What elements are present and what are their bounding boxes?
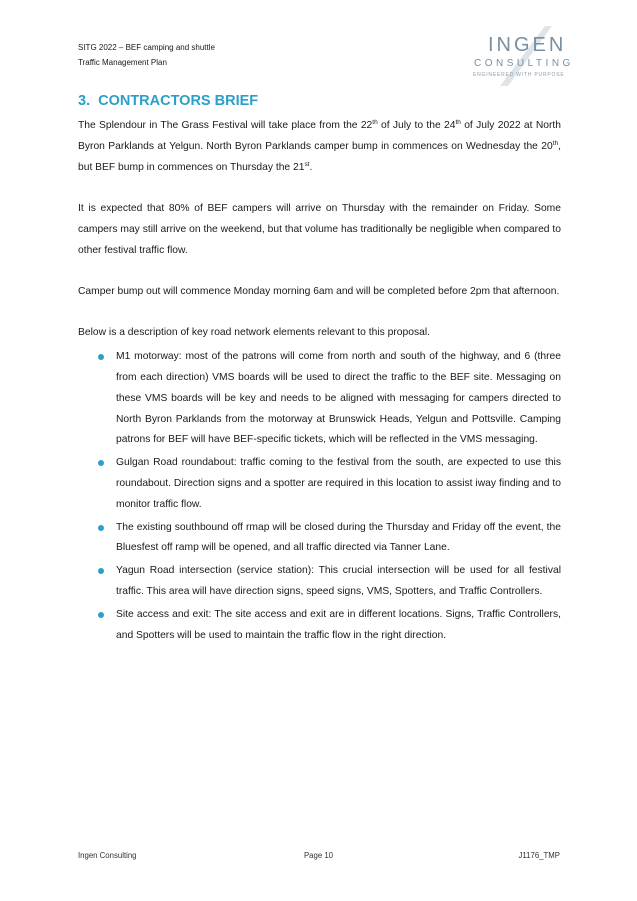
list-item-text: Yagun Road intersection (service station): This crucial intersection will be used for all festival traffic. This area will have direction signs, speed signs, VMS, Spotters, and Traffic Controllers. <box>116 565 561 597</box>
p1-sup-a: th <box>372 119 378 126</box>
section-title: CONTRACTORS BRIEF <box>98 93 259 109</box>
p1-text-d: , but BEF bump in commences on Thursday the 21 <box>78 140 561 173</box>
list-item <box>78 605 561 647</box>
bullet-dot-icon <box>98 354 104 360</box>
p1-sup-d: st <box>304 160 310 168</box>
header-document-title: SITG 2022 – BEF camping and shuttle <box>78 43 215 52</box>
section-heading <box>78 93 258 109</box>
bullet-dot-icon <box>98 460 104 466</box>
list-item <box>78 453 561 515</box>
p1-text-b: of July to the 24 <box>377 120 456 131</box>
footer-company: Ingen Consulting <box>78 851 137 860</box>
logo-tagline: ENGINEERED WITH PURPOSE <box>473 72 565 78</box>
ingen-consulting-logo <box>470 24 574 88</box>
road-network-list <box>78 347 561 646</box>
paragraph-festival-dates <box>78 116 561 178</box>
header-document-subtitle: Traffic Management Plan <box>78 58 167 67</box>
list-item-text: Gulgan Road roundabout: traffic coming to the festival from the south, are expected to use this roundabout. Direction signs and a spotter are required in this location to assist iway finding and to monitor traffic flow. <box>116 457 561 510</box>
list-item <box>78 347 561 451</box>
bullet-dot-icon <box>98 568 104 574</box>
list-item-text: M1 motorway: most of the patrons will come from north and south of the highway, and 6 (three from each direction) VMS boards will be used to direct the traffic to the BEF site. Messaging on these VMS boards will be key and needs to be aligned with messaging for campers directed to North Byron Parklands from the motorway at Brunswick Heads, Yelgun and Pottsville. Camping patrons for BEF will have BEF-specific tickets, which will be reflected in the VMS messaging. <box>116 351 561 446</box>
logo-word-ingen: INGEN <box>488 34 567 56</box>
p1-text-e: . <box>309 161 313 173</box>
list-item-text: The existing southbound off rmap will be closed during the Thursday and Friday off the event, the Bluesfest off ramp will be opened, and all traffic directed via Tanner Lane. <box>116 521 561 554</box>
p1-text-c: of July 2022 at North Byron Parklands at Yelgun. North Byron Parklands camper bump in commences on Wednesday the 20 <box>78 120 561 152</box>
bullet-dot-icon <box>98 612 104 618</box>
list-item <box>78 561 561 603</box>
section-number: 3. <box>78 93 91 109</box>
paragraph-camper-arrival: It is expected that 80% of BEF campers will arrive on Thursday with the remainder on Friday. Some campers may still arrive on the weekend, but that volume has traditionally be negligible when compared to other festival traffic flow. <box>78 202 561 256</box>
p1-text-a: The Splendour in The Grass Festival will take place from the 22 <box>78 120 373 131</box>
list-item-text: Site access and exit: The site access and exit are in different locations. Signs, Traffic Controllers, and Spotters will be used to maintain the traffic flow in the right direction. <box>116 608 561 641</box>
list-item <box>78 518 561 560</box>
p1-sup-c: th <box>552 139 559 147</box>
logo-word-consulting: CONSULTING <box>474 58 574 69</box>
running-header <box>78 40 215 70</box>
footer-page-number: Page 10 <box>303 851 334 860</box>
p1-sup-b: th <box>455 119 461 126</box>
section-body <box>78 116 561 648</box>
bullet-dot-icon <box>98 525 104 531</box>
paragraph-bump-out: Camper bump out will commence Monday morning 6am and will be completed before 2pm that afternoon. <box>78 285 560 297</box>
footer-document-code: J1176_TMP <box>518 851 560 860</box>
paragraph-network-intro: Below is a description of key road network elements relevant to this proposal. <box>78 327 430 339</box>
